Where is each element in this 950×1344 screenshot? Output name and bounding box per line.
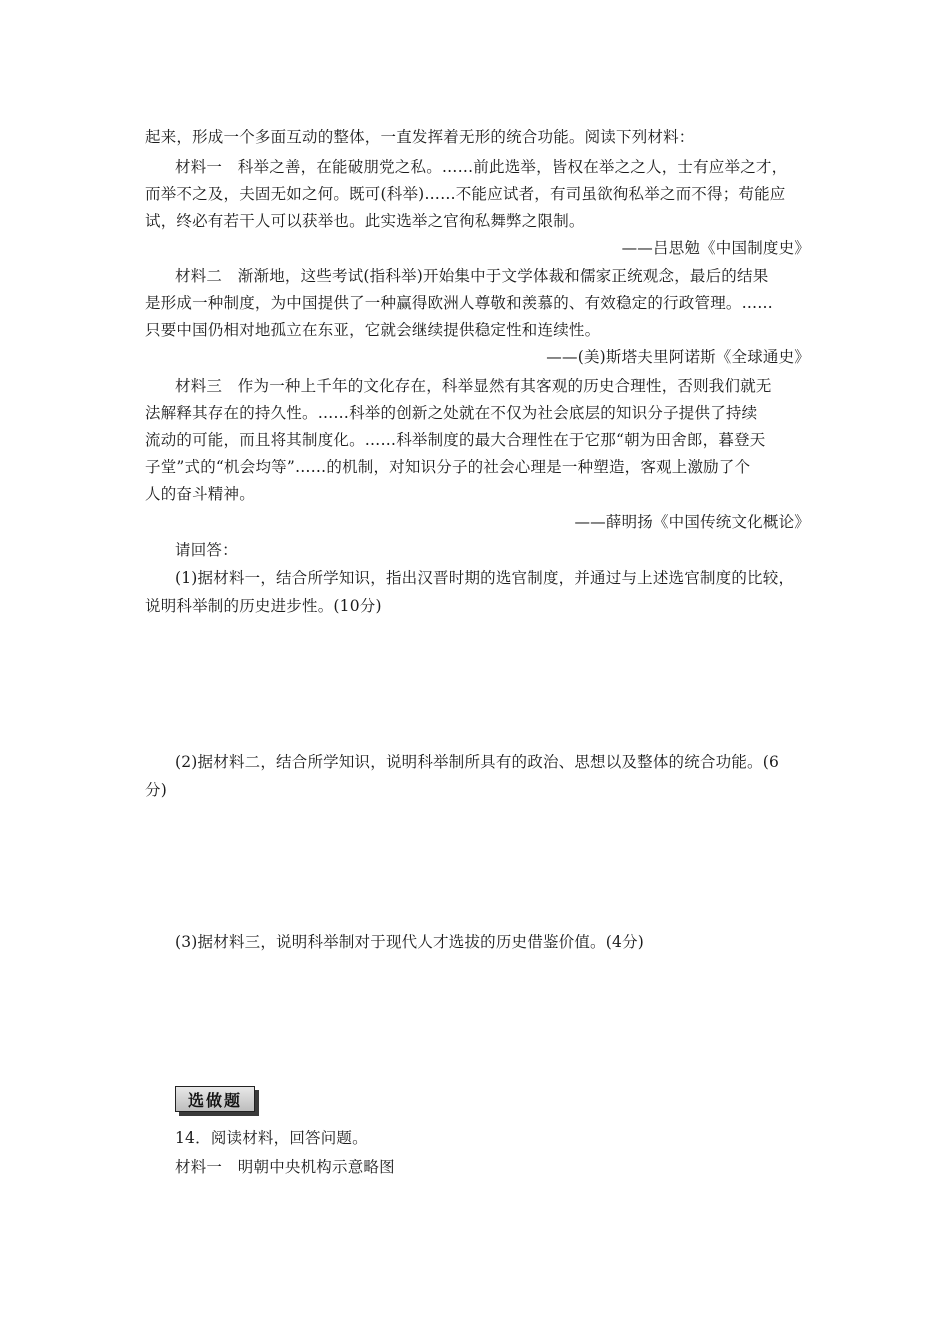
intro-tail: 起来，形成一个多面互动的整体，一直发挥着无形的统合功能。阅读下列材料： [145,128,695,146]
material2-line: 是形成一种制度，为中国提供了一种赢得欧洲人尊敬和羡慕的、有效稳定的行政管理。…… [145,294,774,312]
answer-prompt: 请回答： [175,541,238,559]
material3-source: ——薛明扬《中国传统文化概论》 [574,513,810,531]
question-2-line: (2)据材料二，结合所学知识，说明科举制所具有的政治、思想以及整体的统合功能。(6 [175,753,780,771]
question-14-title: 14．阅读材料，回答问题。 [175,1129,368,1147]
material1-line: 而举不之及，夫固无如之何。既可(科举)……不能应试者，有司虽欲徇私举之而不得；苟能应 [145,185,786,203]
material3-line: 材料三 作为一种上千年的文化存在，科举显然有其客观的历史合理性，否则我们就无 [175,377,772,395]
material1-line: 材料一 科举之善，在能破朋党之私。……前此选举，皆权在举之之人，士有应举之才， [175,158,788,176]
material2-line: 只要中国仍相对地孤立在东亚，它就会继续提供稳定性和连续性。 [145,321,601,339]
question-1-line: (1)据材料一，结合所学知识，指出汉晋时期的选官制度，并通过与上述选官制度的比较， [175,569,795,587]
material3-line: 法解释其存在的持久性。……科举的创新之处就在不仅为社会底层的知识分子提供了持续 [145,404,758,422]
question-2-line: 分) [145,781,167,799]
question-3: (3)据材料三，说明科举制对于现代人才选拔的历史借鉴价值。(4分) [175,933,645,951]
material1-line: 试，终必有若干人可以获举也。此实选举之官徇私舞弊之限制。 [145,212,585,230]
material2-line: 材料二 渐渐地，这些考试(指科举)开始集中于文学体裁和儒家正统观念，最后的结果 [175,267,769,285]
material1-source: ——吕思勉《中国制度史》 [621,239,810,257]
elective-section-badge [175,1086,259,1116]
material3-line: 人的奋斗精神。 [145,485,255,503]
material3-line: 子堂”式的“机会均等”……的机制，对知识分子的社会心理是一种塑造，客观上激励了个 [145,458,751,476]
material2-source: ——(美)斯塔夫里阿诺斯《全球通史》 [546,348,810,366]
badge-label: 选做题 [175,1086,255,1112]
question-14-material1: 材料一 明朝中央机构示意略图 [175,1158,395,1176]
material3-line: 流动的可能，而且将其制度化。……科举制度的最大合理性在于它那“朝为田舍郎，暮登天 [145,431,766,449]
question-1-line: 说明科举制的历史进步性。(10分) [145,597,382,615]
